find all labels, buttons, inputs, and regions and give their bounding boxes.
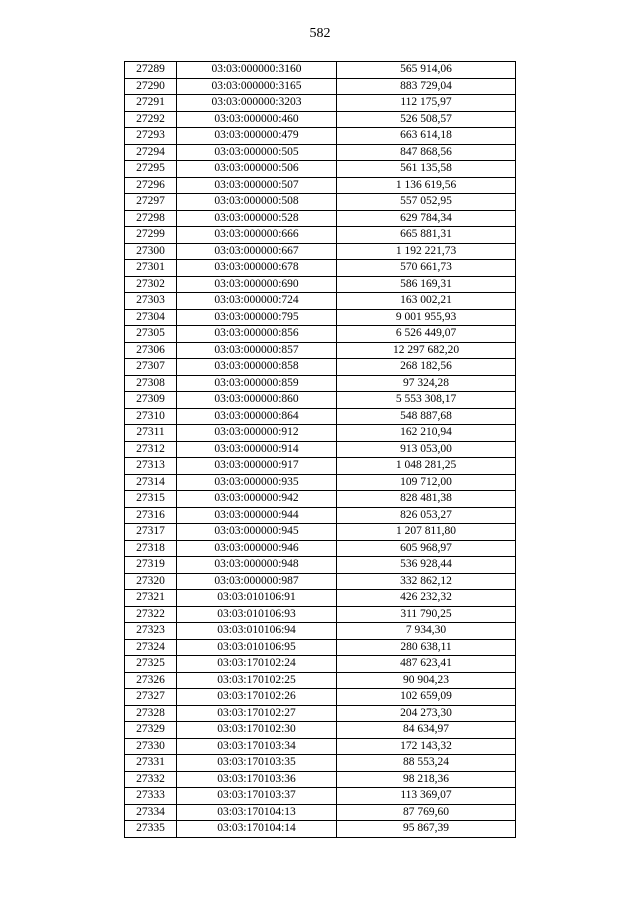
cadastral-value-cell: 332 862,12 xyxy=(337,573,516,590)
table-row xyxy=(125,111,516,128)
table-row xyxy=(125,194,516,211)
row-number-cell: 27296 xyxy=(125,177,177,194)
row-number-cell: 27313 xyxy=(125,458,177,475)
cadastral-value-cell: 1 136 619,56 xyxy=(337,177,516,194)
cadastral-value-cell: 663 614,18 xyxy=(337,128,516,145)
table-row xyxy=(125,738,516,755)
cadastral-value-cell: 97 324,28 xyxy=(337,375,516,392)
table-row xyxy=(125,408,516,425)
cadastral-value-cell: 1 048 281,25 xyxy=(337,458,516,475)
cadastral-value-cell: 570 661,73 xyxy=(337,260,516,277)
cadastral-number-cell: 03:03:000000:856 xyxy=(177,326,337,343)
table-row xyxy=(125,507,516,524)
cadastral-value-cell: 311 790,25 xyxy=(337,606,516,623)
row-number-cell: 27301 xyxy=(125,260,177,277)
table-row xyxy=(125,689,516,706)
cadastral-value-cell: 87 769,60 xyxy=(337,804,516,821)
cadastral-number-cell: 03:03:000000:917 xyxy=(177,458,337,475)
row-number-cell: 27294 xyxy=(125,144,177,161)
cadastral-value-cell: 629 784,34 xyxy=(337,210,516,227)
row-number-cell: 27328 xyxy=(125,705,177,722)
cadastral-number-cell: 03:03:170102:26 xyxy=(177,689,337,706)
table-row xyxy=(125,458,516,475)
cadastral-number-cell: 03:03:000000:858 xyxy=(177,359,337,376)
cadastral-value-cell: 883 729,04 xyxy=(337,78,516,95)
row-number-cell: 27319 xyxy=(125,557,177,574)
table-row xyxy=(125,62,516,79)
cadastral-value-cell: 6 526 449,07 xyxy=(337,326,516,343)
table-row xyxy=(125,722,516,739)
row-number-cell: 27311 xyxy=(125,425,177,442)
table-row xyxy=(125,804,516,821)
table-row xyxy=(125,375,516,392)
cadastral-number-cell: 03:03:000000:667 xyxy=(177,243,337,260)
cadastral-value-cell: 605 968,97 xyxy=(337,540,516,557)
cadastral-value-cell: 204 273,30 xyxy=(337,705,516,722)
row-number-cell: 27302 xyxy=(125,276,177,293)
table-row xyxy=(125,540,516,557)
cadastral-value-cell: 426 232,32 xyxy=(337,590,516,607)
cadastral-value-cell: 162 210,94 xyxy=(337,425,516,442)
table-row xyxy=(125,326,516,343)
cadastral-number-cell: 03:03:000000:864 xyxy=(177,408,337,425)
table-row xyxy=(125,161,516,178)
row-number-cell: 27300 xyxy=(125,243,177,260)
cadastral-value-cell: 9 001 955,93 xyxy=(337,309,516,326)
cadastral-number-cell: 03:03:000000:507 xyxy=(177,177,337,194)
cadastral-number-cell: 03:03:000000:987 xyxy=(177,573,337,590)
cadastral-number-cell: 03:03:000000:945 xyxy=(177,524,337,541)
cadastral-value-cell: 586 169,31 xyxy=(337,276,516,293)
cadastral-value-cell: 84 634,97 xyxy=(337,722,516,739)
cadastral-number-cell: 03:03:000000:935 xyxy=(177,474,337,491)
cadastral-value-cell: 1 207 811,80 xyxy=(337,524,516,541)
cadastral-number-cell: 03:03:000000:3160 xyxy=(177,62,337,79)
cadastral-value-cell: 268 182,56 xyxy=(337,359,516,376)
table-row xyxy=(125,491,516,508)
cadastral-number-cell: 03:03:000000:859 xyxy=(177,375,337,392)
cadastral-value-cell: 561 135,58 xyxy=(337,161,516,178)
cadastral-number-cell: 03:03:000000:506 xyxy=(177,161,337,178)
cadastral-number-cell: 03:03:000000:479 xyxy=(177,128,337,145)
cadastral-number-cell: 03:03:000000:678 xyxy=(177,260,337,277)
cadastral-value-cell: 665 881,31 xyxy=(337,227,516,244)
table-row xyxy=(125,590,516,607)
table-row xyxy=(125,557,516,574)
table-row xyxy=(125,639,516,656)
cadastral-value-cell: 557 052,95 xyxy=(337,194,516,211)
cadastral-value-cell: 487 623,41 xyxy=(337,656,516,673)
cadastral-value-cell: 847 868,56 xyxy=(337,144,516,161)
cadastral-value-cell: 113 369,07 xyxy=(337,788,516,805)
row-number-cell: 27316 xyxy=(125,507,177,524)
cadastral-number-cell: 03:03:010106:94 xyxy=(177,623,337,640)
table-row xyxy=(125,392,516,409)
row-number-cell: 27292 xyxy=(125,111,177,128)
table-row xyxy=(125,243,516,260)
row-number-cell: 27322 xyxy=(125,606,177,623)
cadastral-number-cell: 03:03:000000:912 xyxy=(177,425,337,442)
row-number-cell: 27315 xyxy=(125,491,177,508)
table-row xyxy=(125,705,516,722)
cadastral-number-cell: 03:03:010106:95 xyxy=(177,639,337,656)
cadastral-number-cell: 03:03:000000:528 xyxy=(177,210,337,227)
cadastral-value-table xyxy=(124,61,516,838)
row-number-cell: 27332 xyxy=(125,771,177,788)
table-row xyxy=(125,309,516,326)
table-row xyxy=(125,227,516,244)
table-row xyxy=(125,474,516,491)
table-row xyxy=(125,771,516,788)
table-row xyxy=(125,293,516,310)
row-number-cell: 27325 xyxy=(125,656,177,673)
cadastral-number-cell: 03:03:170103:34 xyxy=(177,738,337,755)
row-number-cell: 27290 xyxy=(125,78,177,95)
row-number-cell: 27334 xyxy=(125,804,177,821)
row-number-cell: 27298 xyxy=(125,210,177,227)
row-number-cell: 27312 xyxy=(125,441,177,458)
table-row xyxy=(125,260,516,277)
cadastral-number-cell: 03:03:000000:460 xyxy=(177,111,337,128)
cadastral-number-cell: 03:03:170102:24 xyxy=(177,656,337,673)
table-row xyxy=(125,144,516,161)
cadastral-value-cell: 548 887,68 xyxy=(337,408,516,425)
row-number-cell: 27335 xyxy=(125,821,177,838)
row-number-cell: 27324 xyxy=(125,639,177,656)
cadastral-value-cell: 102 659,09 xyxy=(337,689,516,706)
cadastral-number-cell: 03:03:000000:3165 xyxy=(177,78,337,95)
cadastral-value-cell: 172 143,32 xyxy=(337,738,516,755)
row-number-cell: 27295 xyxy=(125,161,177,178)
row-number-cell: 27329 xyxy=(125,722,177,739)
cadastral-value-cell: 5 553 308,17 xyxy=(337,392,516,409)
page-number: 582 xyxy=(309,26,331,41)
cadastral-value-cell: 828 481,38 xyxy=(337,491,516,508)
cadastral-number-cell: 03:03:170103:37 xyxy=(177,788,337,805)
row-number-cell: 27305 xyxy=(125,326,177,343)
cadastral-value-cell: 98 218,36 xyxy=(337,771,516,788)
cadastral-number-cell: 03:03:170102:27 xyxy=(177,705,337,722)
row-number-cell: 27299 xyxy=(125,227,177,244)
row-number-cell: 27303 xyxy=(125,293,177,310)
cadastral-value-cell: 12 297 682,20 xyxy=(337,342,516,359)
cadastral-value-cell: 90 904,23 xyxy=(337,672,516,689)
table-row xyxy=(125,788,516,805)
cadastral-value-cell: 88 553,24 xyxy=(337,755,516,772)
cadastral-value-cell: 1 192 221,73 xyxy=(337,243,516,260)
cadastral-number-cell: 03:03:000000:505 xyxy=(177,144,337,161)
cadastral-number-cell: 03:03:000000:944 xyxy=(177,507,337,524)
cadastral-value-cell: 565 914,06 xyxy=(337,62,516,79)
table-row xyxy=(125,656,516,673)
table-row xyxy=(125,425,516,442)
cadastral-number-cell: 03:03:000000:948 xyxy=(177,557,337,574)
row-number-cell: 27308 xyxy=(125,375,177,392)
table-row xyxy=(125,755,516,772)
row-number-cell: 27289 xyxy=(125,62,177,79)
row-number-cell: 27309 xyxy=(125,392,177,409)
table-row xyxy=(125,177,516,194)
cadastral-number-cell: 03:03:000000:946 xyxy=(177,540,337,557)
table-row xyxy=(125,276,516,293)
cadastral-number-cell: 03:03:000000:857 xyxy=(177,342,337,359)
cadastral-value-cell: 7 934,30 xyxy=(337,623,516,640)
row-number-cell: 27306 xyxy=(125,342,177,359)
row-number-cell: 27307 xyxy=(125,359,177,376)
row-number-cell: 27293 xyxy=(125,128,177,145)
cadastral-number-cell: 03:03:170102:30 xyxy=(177,722,337,739)
cadastral-value-cell: 95 867,39 xyxy=(337,821,516,838)
row-number-cell: 27326 xyxy=(125,672,177,689)
row-number-cell: 27321 xyxy=(125,590,177,607)
table-row xyxy=(125,128,516,145)
cadastral-value-cell: 913 053,00 xyxy=(337,441,516,458)
cadastral-number-cell: 03:03:000000:3203 xyxy=(177,95,337,112)
cadastral-number-cell: 03:03:000000:508 xyxy=(177,194,337,211)
cadastral-value-cell: 112 175,97 xyxy=(337,95,516,112)
cadastral-number-cell: 03:03:010106:91 xyxy=(177,590,337,607)
table-row xyxy=(125,821,516,838)
table-row xyxy=(125,524,516,541)
row-number-cell: 27333 xyxy=(125,788,177,805)
cadastral-value-cell: 536 928,44 xyxy=(337,557,516,574)
table-row xyxy=(125,606,516,623)
table-row xyxy=(125,342,516,359)
table-row xyxy=(125,210,516,227)
cadastral-value-cell: 109 712,00 xyxy=(337,474,516,491)
cadastral-number-cell: 03:03:000000:666 xyxy=(177,227,337,244)
cadastral-number-cell: 03:03:000000:914 xyxy=(177,441,337,458)
cadastral-value-cell: 826 053,27 xyxy=(337,507,516,524)
cadastral-value-cell: 163 002,21 xyxy=(337,293,516,310)
cadastral-value-cell: 526 508,57 xyxy=(337,111,516,128)
row-number-cell: 27330 xyxy=(125,738,177,755)
row-number-cell: 27297 xyxy=(125,194,177,211)
row-number-cell: 27331 xyxy=(125,755,177,772)
row-number-cell: 27318 xyxy=(125,540,177,557)
row-number-cell: 27327 xyxy=(125,689,177,706)
table-row xyxy=(125,672,516,689)
row-number-cell: 27310 xyxy=(125,408,177,425)
table-row xyxy=(125,78,516,95)
cadastral-number-cell: 03:03:000000:690 xyxy=(177,276,337,293)
row-number-cell: 27323 xyxy=(125,623,177,640)
table-row xyxy=(125,623,516,640)
cadastral-value-cell: 280 638,11 xyxy=(337,639,516,656)
row-number-cell: 27304 xyxy=(125,309,177,326)
table-body xyxy=(125,62,516,838)
cadastral-number-cell: 03:03:170104:14 xyxy=(177,821,337,838)
row-number-cell: 27320 xyxy=(125,573,177,590)
cadastral-number-cell: 03:03:010106:93 xyxy=(177,606,337,623)
table-row xyxy=(125,359,516,376)
cadastral-number-cell: 03:03:170103:36 xyxy=(177,771,337,788)
row-number-cell: 27314 xyxy=(125,474,177,491)
cadastral-number-cell: 03:03:000000:724 xyxy=(177,293,337,310)
cadastral-number-cell: 03:03:000000:942 xyxy=(177,491,337,508)
cadastral-number-cell: 03:03:170103:35 xyxy=(177,755,337,772)
cadastral-number-cell: 03:03:000000:795 xyxy=(177,309,337,326)
row-number-cell: 27317 xyxy=(125,524,177,541)
table-row xyxy=(125,441,516,458)
table-row xyxy=(125,95,516,112)
table-row xyxy=(125,573,516,590)
cadastral-number-cell: 03:03:170104:13 xyxy=(177,804,337,821)
cadastral-number-cell: 03:03:000000:860 xyxy=(177,392,337,409)
cadastral-number-cell: 03:03:170102:25 xyxy=(177,672,337,689)
row-number-cell: 27291 xyxy=(125,95,177,112)
